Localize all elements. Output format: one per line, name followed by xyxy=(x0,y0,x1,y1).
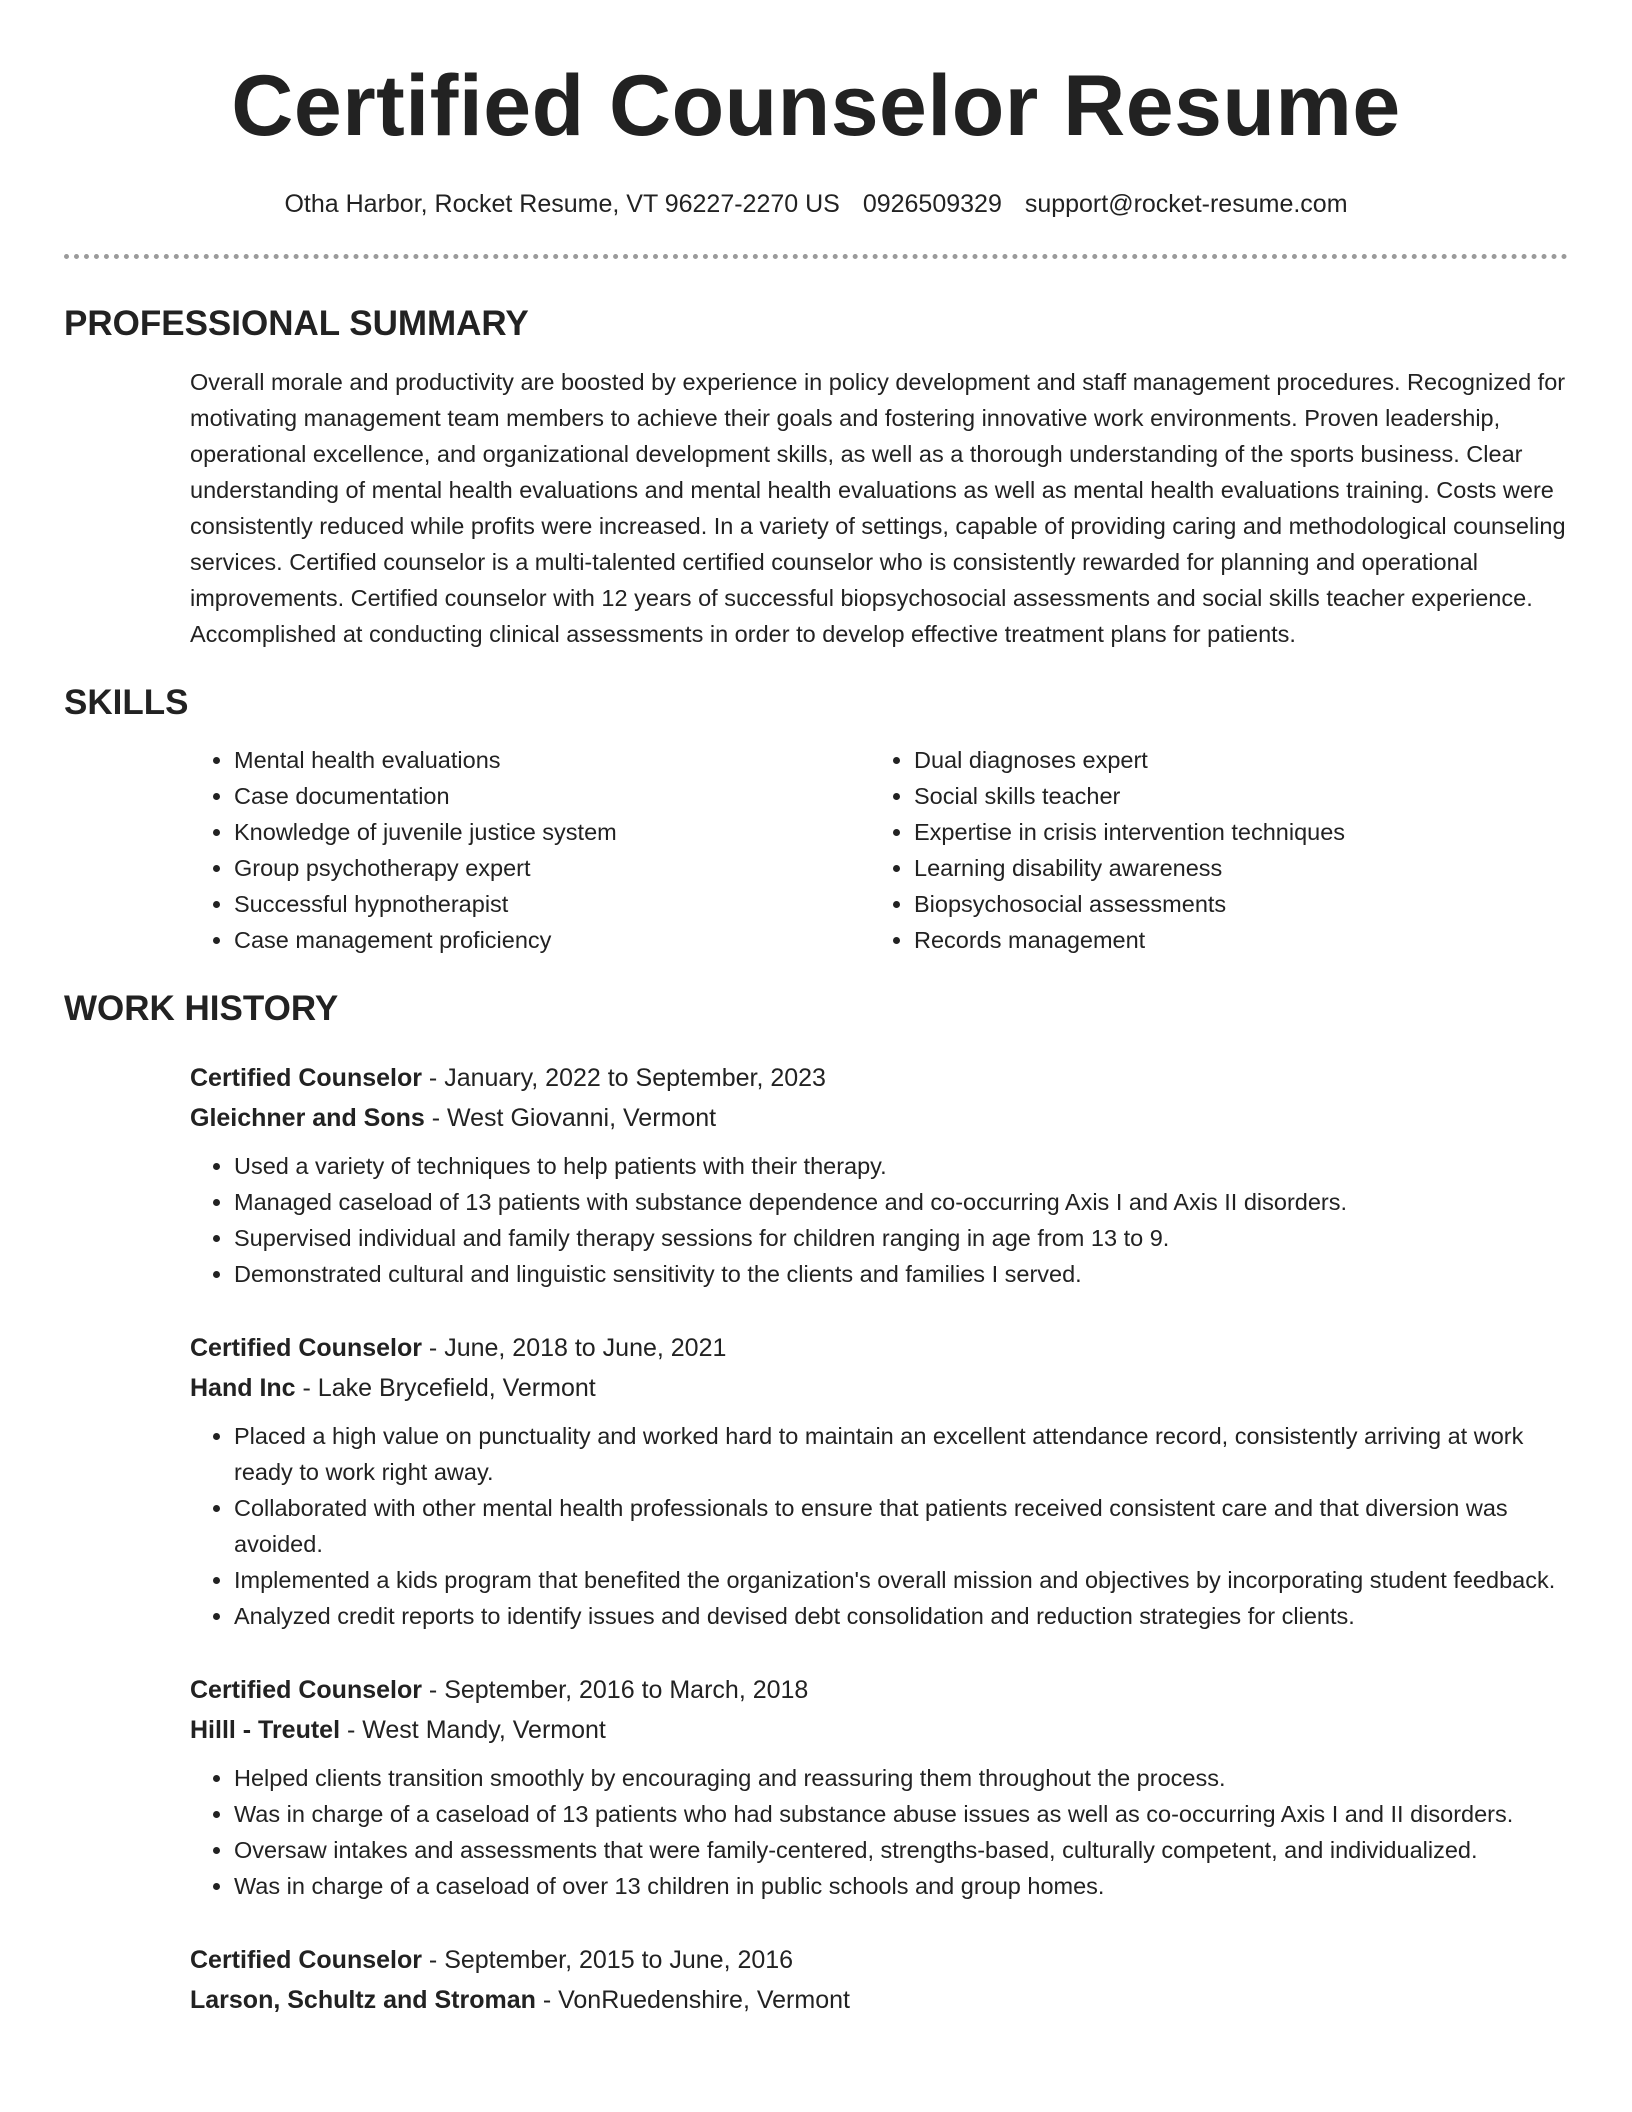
job-bullet: • Managed caseload of 13 patients with substance dependence and co-occurring Axis I and Axis II disorders. xyxy=(234,1184,1570,1220)
contact-phone: 0926509329 xyxy=(862,190,1002,218)
job-bullet: • Oversaw intakes and assessments that were family-centered, strengths-based, culturally competent, and individualized. xyxy=(234,1832,1570,1868)
job-dates: - January, 2022 to September, 2023 xyxy=(421,1064,826,1092)
job-company-line xyxy=(190,1980,1570,2020)
skill-item: • Biopsychosocial assessments xyxy=(914,886,1550,922)
job-bullets xyxy=(190,1148,1570,1292)
skills-column-right xyxy=(870,742,1550,958)
resume-page xyxy=(64,0,1568,2020)
job-company: Hand Inc xyxy=(190,1374,296,1402)
job-title: Certified Counselor xyxy=(190,1946,422,1974)
header-divider xyxy=(64,254,1568,259)
job-company: Larson, Schultz and Stroman xyxy=(190,1986,536,2014)
job-title: Certified Counselor xyxy=(190,1064,422,1092)
job-location: - West Giovanni, Vermont xyxy=(424,1104,717,1132)
job-title-line xyxy=(190,1670,1570,1710)
job-company-line xyxy=(190,1368,1570,1408)
job-title-line xyxy=(190,1058,1570,1098)
skills-list xyxy=(190,742,1568,958)
job-bullet: • Was in charge of a caseload of 13 patients who had substance abuse issues as well as co-occurring Axis I and II disorders. xyxy=(234,1796,1570,1832)
job-company: Gleichner and Sons xyxy=(190,1104,425,1132)
job-bullet: • Helped clients transition smoothly by encouraging and reassuring them throughout the process. xyxy=(234,1760,1570,1796)
job-bullets xyxy=(190,1760,1570,1904)
job-entry xyxy=(190,1058,1570,1292)
job-bullet: • Collaborated with other mental health professionals to ensure that patients received consistent care and that diversion was avoided. xyxy=(234,1490,1570,1562)
job-location: - Lake Brycefield, Vermont xyxy=(295,1374,596,1402)
job-company-line xyxy=(190,1098,1570,1138)
contact-line xyxy=(64,188,1568,220)
skill-item: • Dual diagnoses expert xyxy=(914,742,1550,778)
job-company-line xyxy=(190,1710,1570,1750)
job-location: - VonRuedenshire, Vermont xyxy=(535,1986,850,2014)
skill-item: • Successful hypnotherapist xyxy=(234,886,870,922)
skills-heading: SKILLS xyxy=(64,683,189,722)
job-title-line xyxy=(190,1940,1570,1980)
job-title-line xyxy=(190,1328,1570,1368)
job-dates: - September, 2016 to March, 2018 xyxy=(421,1676,809,1704)
job-location: - West Mandy, Vermont xyxy=(340,1716,606,1744)
job-entry xyxy=(190,1670,1570,1904)
skill-item: • Case documentation xyxy=(234,778,870,814)
job-bullets xyxy=(190,1418,1570,1634)
job-bullet: • Analyzed credit reports to identify issues and devised debt consolidation and reduction strategies for clients. xyxy=(234,1598,1570,1634)
job-bullet: • Implemented a kids program that benefited the organization's overall mission and objectives by incorporating student feedback. xyxy=(234,1562,1570,1598)
summary-heading: PROFESSIONAL SUMMARY xyxy=(64,304,529,343)
job-company: Hilll - Treutel xyxy=(190,1716,341,1744)
skill-item: • Expertise in crisis intervention techniques xyxy=(914,814,1550,850)
job-title: Certified Counselor xyxy=(190,1334,422,1362)
summary-text: Overall morale and productivity are boosted by experience in policy development and staff management procedures. Recognized for motivating management team members to achieve their goals and fostering innovative work environments. Proven leadership, operational excellence, and organizational development skills, as well as a thorough understanding of the sports business. Clear understanding of mental health evaluations and mental health evaluations as well as mental health evaluations training. Costs were consistently reduced while profits were increased. In a variety of settings, capable of providing caring and methodological counseling services. Certified counselor is a multi-talented certified counselor who is consistently rewarded for planning and operational improvements. Certified counselor with 12 years of successful biopsychosocial assessments and social skills teacher experience. Accomplished at conducting clinical assessments in order to develop effective treatment plans for patients. xyxy=(190,369,1566,647)
resume-title: Certified Counselor Resume xyxy=(231,58,1401,154)
skill-item: • Case management proficiency xyxy=(234,922,870,958)
job-bullet: • Was in charge of a caseload of over 13 children in public schools and group homes. xyxy=(234,1868,1570,1904)
skill-item: • Group psychotherapy expert xyxy=(234,850,870,886)
job-dates: - September, 2015 to June, 2016 xyxy=(421,1946,794,1974)
job-bullet: • Used a variety of techniques to help patients with their therapy. xyxy=(234,1148,1570,1184)
job-entry xyxy=(190,1940,1570,2020)
job-entry xyxy=(190,1328,1570,1634)
job-dates: - June, 2018 to June, 2021 xyxy=(421,1334,727,1362)
skill-item: • Knowledge of juvenile justice system xyxy=(234,814,870,850)
job-title: Certified Counselor xyxy=(190,1676,422,1704)
job-bullet: • Placed a high value on punctuality and worked hard to maintain an excellent attendance record, consistently arriving at work ready to work right away. xyxy=(234,1418,1570,1490)
job-bullet: • Demonstrated cultural and linguistic sensitivity to the clients and families I served. xyxy=(234,1256,1570,1292)
work-history-list xyxy=(190,1058,1570,2020)
contact-address: Otha Harbor, Rocket Resume, VT 96227-2270 US xyxy=(284,190,840,218)
skill-item: • Social skills teacher xyxy=(914,778,1550,814)
contact-email: support@rocket-resume.com xyxy=(1024,190,1348,218)
work-history-heading: WORK HISTORY xyxy=(64,989,339,1028)
skill-item: • Mental health evaluations xyxy=(234,742,870,778)
skill-item: • Records management xyxy=(914,922,1550,958)
skill-item: • Learning disability awareness xyxy=(914,850,1550,886)
job-bullet: • Supervised individual and family therapy sessions for children ranging in age from 13 to 9. xyxy=(234,1220,1570,1256)
skills-column-left xyxy=(190,742,870,958)
